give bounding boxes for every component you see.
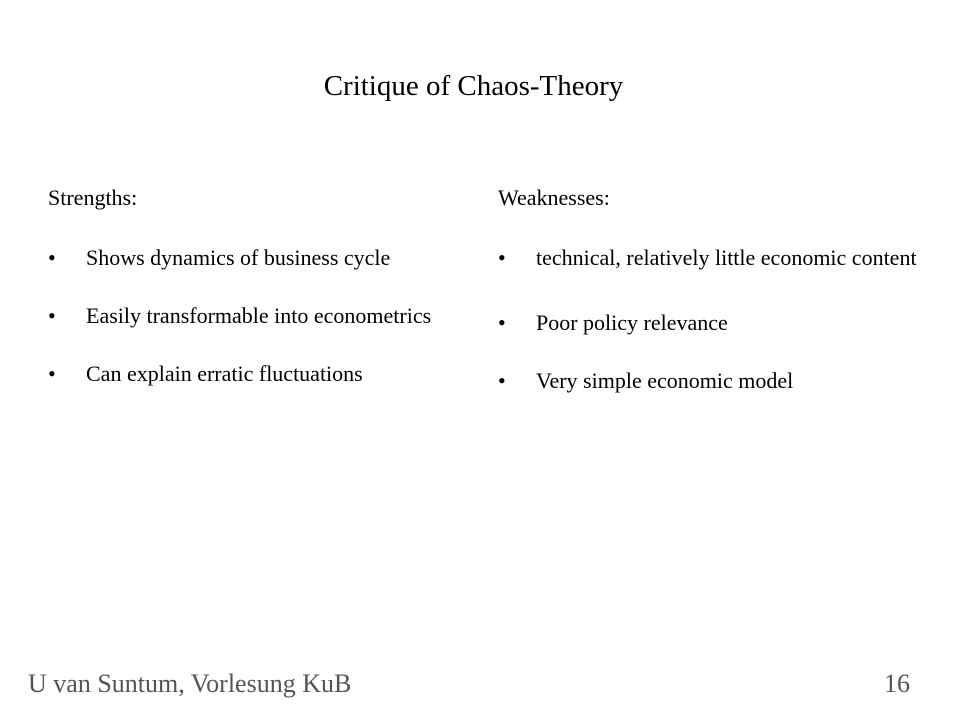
weaknesses-item	[498, 368, 928, 393]
strengths-item	[48, 245, 468, 270]
strengths-item-text: Easily transformable into econometrics	[86, 303, 432, 328]
bullet-icon: •	[48, 245, 56, 270]
bullet-icon: •	[498, 368, 506, 393]
weaknesses-item	[498, 310, 928, 335]
slide-title: Critique of Chaos-Theory	[323, 70, 624, 102]
strengths-item	[48, 361, 468, 386]
weaknesses-item-text: technical, relatively little economic content	[536, 245, 917, 270]
bullet-icon: •	[498, 245, 506, 270]
strengths-item-text: Shows dynamics of business cycle	[86, 245, 391, 270]
footer-author: U van Suntum, Vorlesung KuB	[28, 669, 352, 698]
strengths-column	[48, 184, 468, 419]
strengths-heading: Strengths:	[48, 185, 138, 210]
weaknesses-column	[498, 184, 928, 426]
weaknesses-item	[498, 245, 928, 270]
weaknesses-item-text: Poor policy relevance	[536, 310, 728, 335]
weaknesses-item-text: Very simple economic model	[536, 368, 794, 393]
bullet-icon: •	[48, 361, 56, 386]
weaknesses-heading: Weaknesses:	[498, 185, 610, 210]
bullet-icon: •	[498, 310, 506, 335]
weaknesses-list	[498, 245, 928, 393]
strengths-list	[48, 245, 468, 386]
strengths-item	[48, 303, 468, 328]
page-number: 16	[884, 669, 910, 698]
bullet-icon: •	[48, 303, 56, 328]
strengths-item-text: Can explain erratic fluctuations	[86, 361, 363, 386]
